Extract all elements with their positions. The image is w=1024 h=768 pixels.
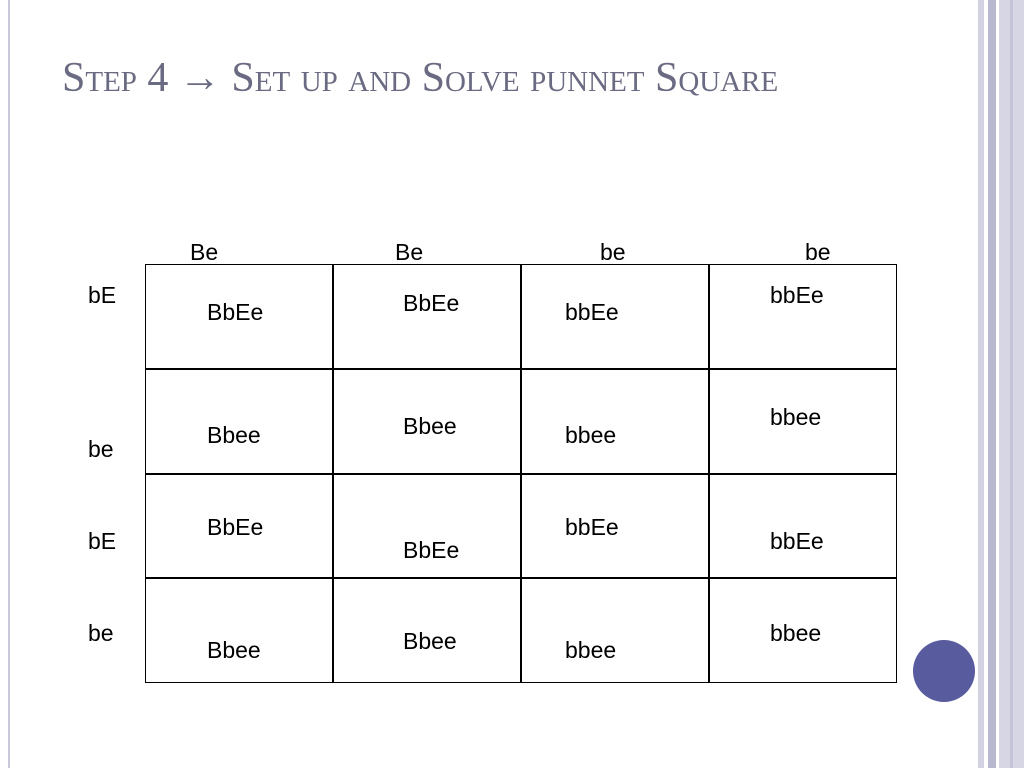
row-header: be: [88, 436, 114, 462]
genotype-cell: Bbee: [207, 422, 261, 448]
column-header: be: [805, 239, 831, 265]
grid-divider: [145, 368, 897, 370]
slide-title: Step 4 → Set up and Solve punnet Square: [62, 55, 779, 101]
genotype-cell: Bbee: [403, 413, 457, 439]
genotype-cell: BbEe: [403, 290, 460, 316]
row-header: be: [88, 620, 114, 646]
genotype-cell: Bbee: [207, 637, 261, 663]
row-header: bE: [88, 528, 117, 554]
grid-divider: [145, 577, 897, 579]
genotype-cell: BbEe: [403, 537, 460, 563]
genotype-cell: BbEe: [207, 299, 264, 325]
genotype-cell: bbEe: [565, 514, 619, 540]
column-header: Be: [190, 239, 219, 265]
left-decorative-rule: [8, 0, 10, 768]
column-header: Be: [395, 239, 424, 265]
genotype-cell: bbee: [565, 422, 617, 448]
right-band-stripe: [988, 0, 996, 768]
decorative-circle: [913, 640, 975, 702]
right-band-inner-stripe: [1010, 0, 1013, 768]
genotype-cell: BbEe: [207, 514, 264, 540]
row-header: bE: [88, 282, 117, 308]
genotype-cell: bbEe: [565, 299, 619, 325]
grid-divider: [145, 473, 897, 475]
genotype-cell: bbEe: [770, 282, 824, 308]
genotype-cell: bbee: [770, 620, 822, 646]
genotype-cell: bbee: [565, 637, 617, 663]
column-header: be: [600, 239, 626, 265]
genotype-cell: bbEe: [770, 528, 824, 554]
genotype-cell: Bbee: [403, 628, 457, 654]
genotype-cell: bbee: [770, 404, 822, 430]
